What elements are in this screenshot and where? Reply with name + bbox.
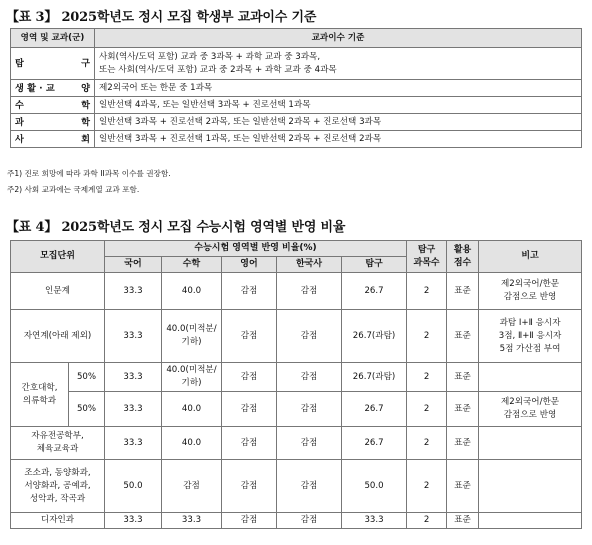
t3-row-tamgu — [11, 48, 582, 80]
t4-tamgu: 33.3 — [342, 513, 407, 529]
t3-area-cell — [11, 114, 95, 131]
t4-note — [479, 513, 582, 529]
t4-count: 2 — [407, 460, 447, 513]
t4-count: 2 — [407, 392, 447, 427]
table-row — [11, 392, 582, 427]
t4-math: 40.0 — [162, 392, 222, 427]
t4-korean: 33.3 — [105, 392, 162, 427]
t4-english: 감점 — [222, 273, 277, 310]
t4-math: 40.0(미적분/ 기하) — [162, 363, 222, 392]
t4-english: 감점 — [222, 460, 277, 513]
t3-criteria-line: 사회(역사/도덕 포함) 교과 중 3과목 + 과학 교과 중 3과목, — [99, 51, 321, 62]
t4-math: 40.0 — [162, 273, 222, 310]
t4-tamgu: 26.7 — [342, 273, 407, 310]
t4-history: 감점 — [277, 363, 342, 392]
t4-unit: 간호대학, 의류학과 — [11, 363, 69, 427]
t3-area-left: 탐 — [15, 58, 24, 69]
t3-note-1: 주1) 진로 희망에 따라 과학 II과목 이수를 권장함. — [7, 169, 171, 178]
t4-score: 표준 — [447, 273, 479, 310]
t3-area-cell — [11, 131, 95, 148]
t3-row-math — [11, 97, 582, 114]
t3-area-right: 학 — [81, 116, 90, 128]
table4-csat-ratio — [10, 240, 582, 529]
t4-unit: 자유전공학부, 체육교육과 — [11, 427, 105, 460]
t4-korean: 50.0 — [105, 460, 162, 513]
t4-header-unit: 모집단위 — [11, 241, 105, 273]
t4-count: 2 — [407, 310, 447, 363]
t4-tamgu: 26.7(과탐) — [342, 310, 407, 363]
t3-row-life-liberal — [11, 80, 582, 97]
t4-note — [479, 427, 582, 460]
t4-note — [479, 363, 582, 392]
t4-math: 감점 — [162, 460, 222, 513]
table-row — [11, 427, 582, 460]
t4-count: 2 — [407, 427, 447, 460]
t3-area-right: 구 — [81, 58, 90, 69]
t4-unit: 자연계(아래 제외) — [11, 310, 105, 363]
t4-history: 감점 — [277, 310, 342, 363]
t4-english: 감점 — [222, 427, 277, 460]
t4-score: 표준 — [447, 513, 479, 529]
t3-area-right: 학 — [81, 99, 90, 111]
t4-tamgu: 26.7 — [342, 392, 407, 427]
t4-unit: 인문계 — [11, 273, 105, 310]
t4-subunit: 50% — [69, 363, 105, 392]
t4-math: 40.0(미적분/ 기하) — [162, 310, 222, 363]
t4-header-note: 비고 — [479, 241, 582, 273]
t3-row-social — [11, 131, 582, 148]
t3-area-cell — [11, 97, 95, 114]
t3-criteria-cell: 일반선택 3과목 + 진로선택 1과목, 또는 일반선택 2과목 + 진로선택 2과목 — [95, 131, 582, 148]
t4-score: 표준 — [447, 392, 479, 427]
t4-korean: 33.3 — [105, 363, 162, 392]
t3-header-area: 영역 및 교과(군) — [11, 29, 95, 48]
t4-korean: 33.3 — [105, 273, 162, 310]
t4-header-group: 수능시험 영역별 반영 비율(%) — [105, 241, 407, 257]
t4-history: 감점 — [277, 273, 342, 310]
t4-tamgu: 26.7 — [342, 427, 407, 460]
t4-note: 과탐 Ⅰ+Ⅱ 응시자 3점, Ⅱ+Ⅱ 응시자 5점 가산점 부여 — [479, 310, 582, 363]
table4-title: 【표 4】 2025학년도 정시 모집 수능시험 영역별 반영 비율 — [6, 220, 346, 235]
t4-history: 감점 — [277, 460, 342, 513]
t3-header-criteria: 교과이수 기준 — [95, 29, 582, 48]
t4-header-korean: 국어 — [105, 257, 162, 273]
table3-curriculum-criteria — [10, 28, 582, 148]
t4-math: 40.0 — [162, 427, 222, 460]
t4-header-math: 수학 — [162, 257, 222, 273]
t4-header-english: 영어 — [222, 257, 277, 273]
t3-area-cell — [11, 80, 95, 97]
table3-title: 【표 3】 2025학년도 정시 모집 학생부 교과이수 기준 — [6, 10, 317, 25]
t4-score: 표준 — [447, 363, 479, 392]
t4-score: 표준 — [447, 460, 479, 513]
t4-history: 감점 — [277, 427, 342, 460]
t4-count: 2 — [407, 363, 447, 392]
t3-area-left: 과 — [15, 116, 24, 128]
t4-subunit: 50% — [69, 392, 105, 427]
t4-math: 33.3 — [162, 513, 222, 529]
t4-korean: 33.3 — [105, 310, 162, 363]
t4-tamgu: 50.0 — [342, 460, 407, 513]
table-row — [11, 273, 582, 310]
t4-header-score: 활용 점수 — [447, 241, 479, 273]
t3-note-2: 주2) 사회 교과에는 국제계열 교과 포함. — [7, 185, 140, 194]
t4-header-tamgu-count: 탐구 과목수 — [407, 241, 447, 273]
t4-english: 감점 — [222, 392, 277, 427]
t4-unit: 디자인과 — [11, 513, 105, 529]
table-row — [11, 460, 582, 513]
t4-english: 감점 — [222, 363, 277, 392]
t3-criteria-cell — [95, 48, 582, 80]
t4-history: 감점 — [277, 513, 342, 529]
t4-tamgu: 26.7(과탐) — [342, 363, 407, 392]
t3-criteria-cell: 일반선택 3과목 + 진로선택 2과목, 또는 일반선택 2과목 + 진로선택 3과목 — [95, 114, 582, 131]
t3-area-left: 생 활 · 교 — [15, 82, 55, 94]
t3-area-right: 양 — [81, 82, 90, 94]
t4-note: 제2외국어/한문 감점으로 반영 — [479, 273, 582, 310]
t4-note: 제2외국어/한문 감점으로 반영 — [479, 392, 582, 427]
t4-english: 감점 — [222, 513, 277, 529]
t3-area-right: 회 — [81, 133, 90, 145]
t3-criteria-line: 또는 사회(역사/도덕 포함) 교과 중 2과목 + 과학 교과 중 4과목 — [99, 64, 337, 75]
t3-area-left: 수 — [15, 99, 24, 111]
t4-header-tamgu: 탐구 — [342, 257, 407, 273]
t4-note — [479, 460, 582, 513]
t4-score: 표준 — [447, 310, 479, 363]
table-row — [11, 310, 582, 363]
table-row — [11, 363, 582, 392]
t3-area-left: 사 — [15, 133, 24, 145]
t4-count: 2 — [407, 273, 447, 310]
t4-history: 감점 — [277, 392, 342, 427]
t4-english: 감점 — [222, 310, 277, 363]
t4-unit: 조소과, 동양화과, 서양화과, 공예과, 성악과, 작곡과 — [11, 460, 105, 513]
t3-criteria-cell: 제2외국어 또는 한문 중 1과목 — [95, 80, 582, 97]
t3-row-science — [11, 114, 582, 131]
t3-criteria-cell: 일반선택 4과목, 또는 일반선택 3과목 + 진로선택 1과목 — [95, 97, 582, 114]
t4-korean: 33.3 — [105, 513, 162, 529]
t4-korean: 33.3 — [105, 427, 162, 460]
table-row — [11, 513, 582, 529]
t4-header-history: 한국사 — [277, 257, 342, 273]
t4-count: 2 — [407, 513, 447, 529]
t3-area-cell — [11, 48, 95, 80]
t4-score: 표준 — [447, 427, 479, 460]
